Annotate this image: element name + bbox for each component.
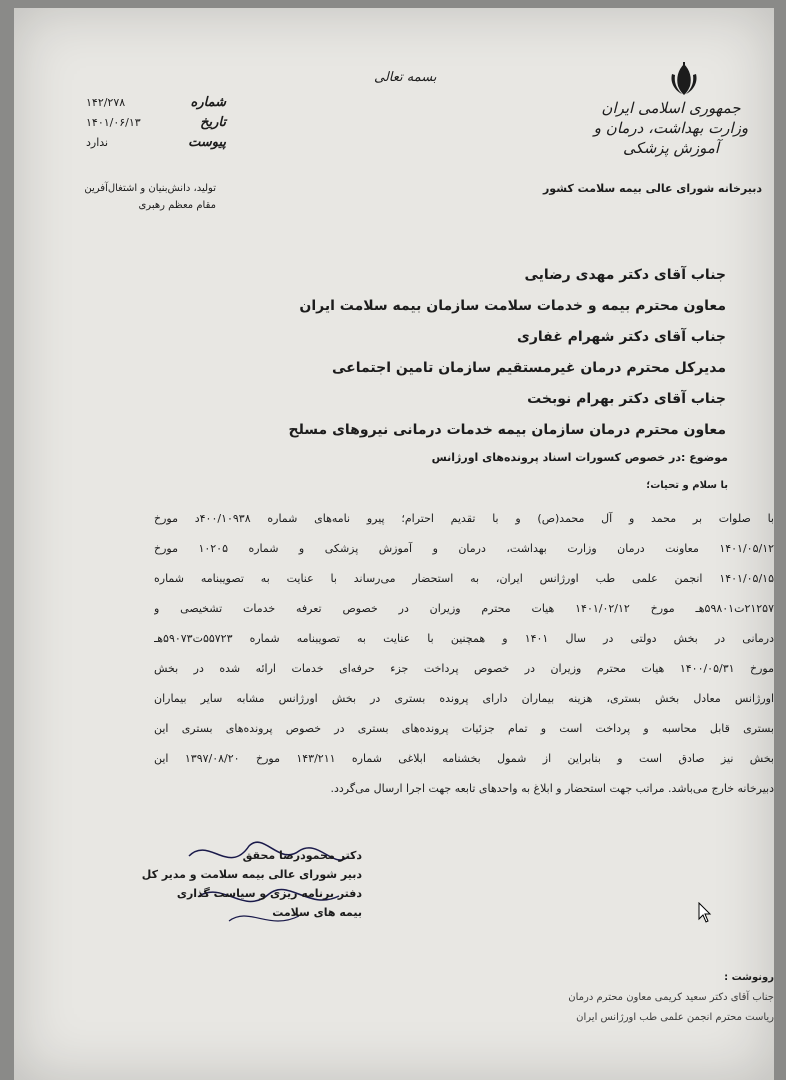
- recipient-line: معاون محترم درمان سازمان بیمه خدمات درمانی نیروهای مسلح: [288, 422, 726, 438]
- signer-title-1: دبیر شورای عالی بیمه سلامت و مدیر کل: [141, 868, 362, 881]
- body-line: با صلوات بر محمد و آل محمد(ص) و با تقدیم احترام؛ پیرو نامه‌های شماره ۴۰۰/۱۰۹۳۸د مورخ: [154, 512, 774, 525]
- cc-block: [444, 968, 774, 1028]
- body-line: درمانی در بخش دولتی در سال ۱۴۰۱ و همچنین با عنایت به تصویبنامه شماره ۵۵۷۲۳ت۵۹۰۷۳هـ: [154, 632, 774, 645]
- date-value: ۱۴۰۱/۰۶/۱۳: [86, 115, 141, 129]
- attachment-value: ندارد: [86, 135, 109, 149]
- recipients-block: [226, 260, 726, 446]
- meta-attachment-row: [86, 132, 226, 152]
- signer-title-3: بیمه های سلامت: [272, 906, 362, 919]
- ministry-name: [586, 98, 756, 158]
- recipient-line: جناب آقای دکتر بهرام نوبخت: [527, 391, 726, 407]
- signature-block: [122, 846, 362, 922]
- slogan-line-1: تولید، دانش‌بنیان و اشتغال‌آفرین: [84, 183, 216, 194]
- recipient-line: جناب آقای دکتر شهرام غفاری: [517, 329, 726, 345]
- secretariat-name: دبیرخانه شورای عالی بیمه سلامت کشور: [542, 182, 762, 195]
- recipient-line: جناب آقای دکتر مهدی رضایی: [524, 267, 726, 283]
- bismillah-text: بسمه تعالی: [374, 70, 437, 85]
- body-line: بستری قابل محاسبه و پرداخت است و تمام جزئیات پرونده‌های بستری در خصوص پرونده‌های بستری این: [154, 722, 774, 735]
- date-label: تاریخ: [200, 114, 226, 130]
- body-line: بخش نیز صادق است و بنابراین از شمول بخشنامه ابلاغی شماره ۱۴۳/۲۱۱ مورخ ۱۳۹۷/۰۸/۲۰ این: [154, 752, 774, 765]
- ministry-line-2: وزارت بهداشت، درمان و آموزش پزشکی: [593, 119, 749, 157]
- body-line: ۱۴۰۱/۰۵/۱۵ انجمن علمی طب اورژانس ایران، به استحضار می‌رساند با عنایت به تصویبنامه شماره: [154, 572, 774, 585]
- iran-emblem-icon: [664, 60, 704, 100]
- letter-body: [154, 504, 774, 804]
- letter-subject: موضوع :در خصوص کسورات اسناد پرونده‌های اورژانس: [431, 451, 728, 464]
- slogan-line-2: مقام معظم رهبری: [138, 200, 216, 211]
- greeting: با سلام و تحیات؛: [646, 480, 728, 491]
- body-line: دبیرخانه خارج می‌باشد. مراتب جهت استحضار و ابلاغ به واحدهای تابعه جهت اجرا ارسال می‌گردد.: [330, 782, 774, 795]
- mouse-pointer-icon: [698, 902, 714, 924]
- body-line: مورخ ۱۴۰۰/۰۵/۳۱ هیات محترم وزیران در خصوص پرداخت جزء حرفه‌ای خدمات ارائه شده در بخش: [154, 662, 774, 675]
- signer-title-2: دفتر برنامه ریزی و سیاست گذاری: [176, 887, 362, 900]
- cc-label: رونوشت :: [724, 972, 774, 983]
- letter-page: [14, 8, 774, 1080]
- meta-number-row: [86, 92, 226, 112]
- body-line: اورژانس معادل بخش بستری، هزینه بیماران دارای پرونده بستری در بخش اورژانس مشابه سایر بیماران: [154, 692, 774, 705]
- body-line: ۲۱۲۵۷ت۵۹۸۰۱هـ مورخ ۱۴۰۱/۰۲/۱۲ هیات محترم وزیران در خصوص تعرفه خدمات تشخیصی و: [154, 602, 774, 615]
- number-value: ۱۴۲/۲۷۸: [86, 95, 126, 109]
- recipient-line: معاون محترم بیمه و خدمات سلامت سازمان بیمه سلامت ایران: [299, 298, 726, 314]
- cc-line-1: جناب آقای دکتر سعید کریمی معاون محترم درمان: [568, 992, 774, 1003]
- year-slogan: [66, 180, 216, 214]
- cc-line-2: ریاست محترم انجمن علمی طب اورژانس ایران: [576, 1012, 774, 1023]
- letter-meta: [86, 92, 226, 152]
- body-line: ۱۴۰۱/۰۵/۱۲ معاونت درمان وزارت بهداشت، درمان و آموزش پزشکی و شماره ۱۰۲۰۵ مورخ: [154, 542, 774, 555]
- meta-date-row: [86, 112, 226, 132]
- attachment-label: پیوست: [188, 134, 226, 150]
- signer-name: دکتر محمودرضا محقق: [242, 849, 362, 862]
- recipient-line: مدیرکل محترم درمان غیرمستقیم سازمان تامین اجتماعی: [332, 360, 726, 376]
- ministry-line-1: جمهوری اسلامی ایران: [601, 99, 741, 117]
- number-label: شماره: [190, 94, 226, 110]
